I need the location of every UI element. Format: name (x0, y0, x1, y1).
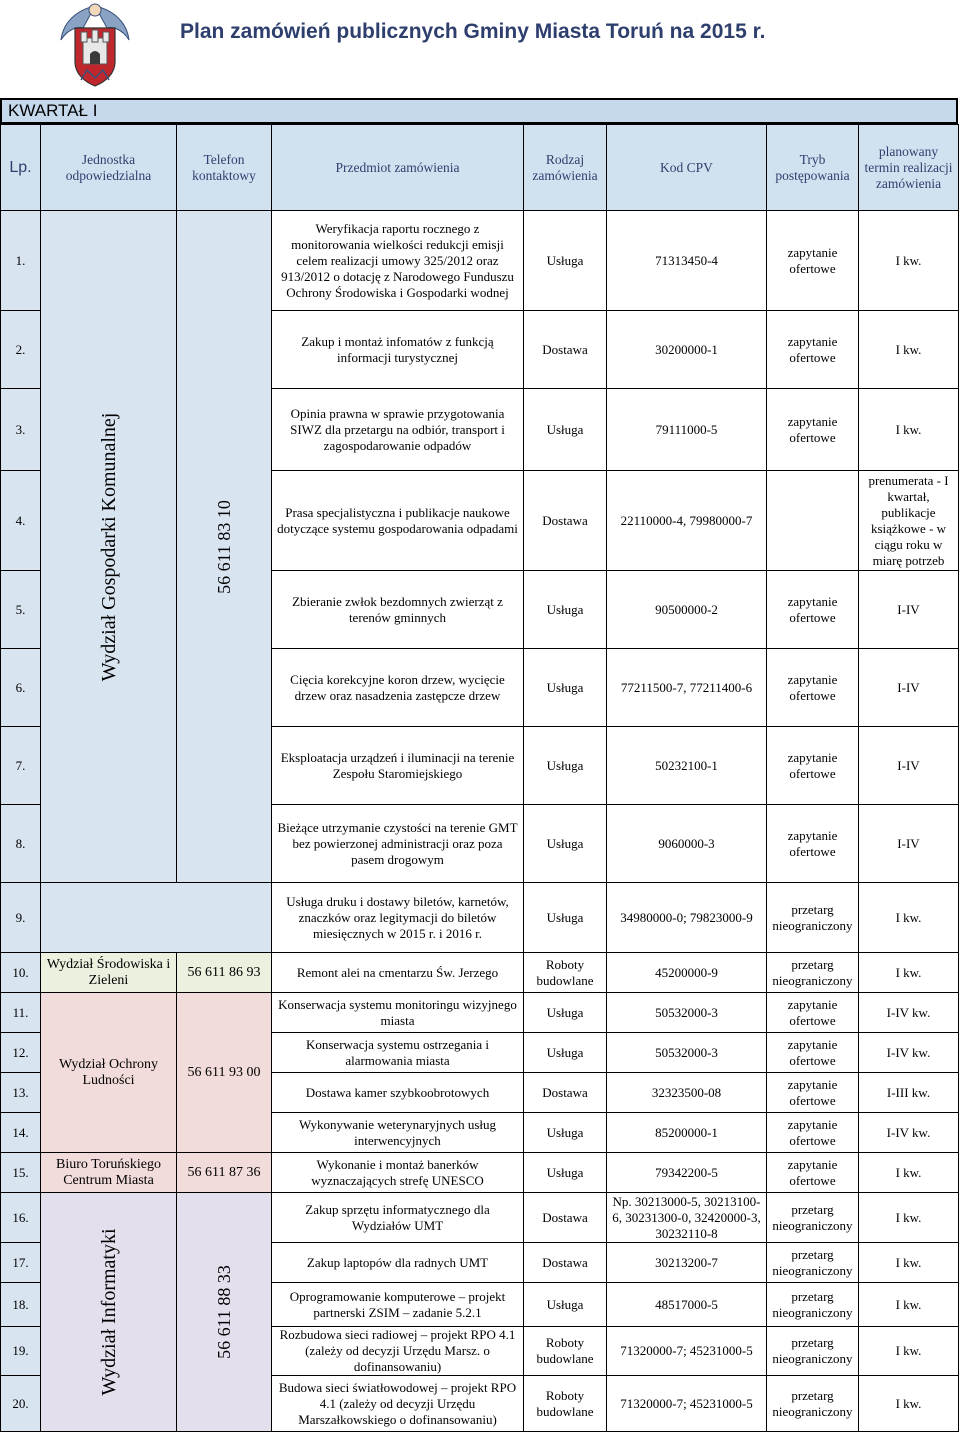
row-kind: Usługa (524, 649, 607, 727)
row-mode: przetarg nieograniczony (767, 1283, 859, 1327)
row-lp: 13. (1, 1073, 41, 1113)
row-mode (767, 471, 859, 571)
row-kind: Usługa (524, 1033, 607, 1073)
row-kind: Roboty budowlane (524, 1327, 607, 1376)
row-term: I kw. (859, 211, 959, 311)
row-lp: 4. (1, 471, 41, 571)
row-kind: Usługa (524, 883, 607, 953)
row-term: I-IV kw. (859, 1033, 959, 1073)
row-cpv: 50232100-1 (607, 727, 767, 805)
row-lp: 20. (1, 1376, 41, 1432)
row-subject: Opinia prawna w sprawie przygotowania SIWZ dla przetargu na odbiór, transport i zagospodarowanie odpadów (272, 389, 524, 471)
row-term: I kw. (859, 883, 959, 953)
row-kind: Dostawa (524, 1193, 607, 1243)
table-row (1, 953, 959, 993)
row-cpv: 30213200-7 (607, 1243, 767, 1283)
contact-phone-number: 56 611 83 10 (214, 499, 234, 594)
row-cpv: 77211500-7, 77211400-6 (607, 649, 767, 727)
row-lp: 19. (1, 1327, 41, 1376)
row-term: I-III kw. (859, 1073, 959, 1113)
row-cpv: 48517000-5 (607, 1283, 767, 1327)
responsible-unit-name: Wydział Informatyki (97, 1228, 120, 1396)
row-mode: zapytanie ofertowe (767, 211, 859, 311)
row-subject: Weryfikacja raportu rocznego z monitorowania wielkości redukcji emisji celem realizacji umowy 325/2012 oraz 913/2012 o dotację z Narodowego Funduszu Ochrony Środowiska i Gospodarki wodnej (272, 211, 524, 311)
row-kind: Usługa (524, 727, 607, 805)
row-subject: Usługa druku i dostawy biletów, karnetów, znaczków oraz legitymacji do biletów miesięcznych w 2015 r. i 2016 r. (272, 883, 524, 953)
row-kind: Usługa (524, 389, 607, 471)
row-term: I kw. (859, 1153, 959, 1193)
table-row (1, 211, 959, 311)
row-term: prenumerata - I kwartał, publikacje książkowe - w ciągu roku w miarę potrzeb (859, 471, 959, 571)
row-mode: zapytanie ofertowe (767, 1033, 859, 1073)
row-kind: Dostawa (524, 1073, 607, 1113)
table-row (1, 1153, 959, 1193)
row-kind: Roboty budowlane (524, 1376, 607, 1432)
column-header-term: planowany termin realizacji zamówienia (859, 125, 959, 211)
row-subject: Cięcia korekcyjne koron drzew, wycięcie drzew oraz nasadzenia zastępcze drzew (272, 649, 524, 727)
row-cpv: 30200000-1 (607, 311, 767, 389)
contact-phone: 56 611 86 93 (177, 953, 272, 993)
row-subject: Zakup laptopów dla radnych UMT (272, 1243, 524, 1283)
page-title: Plan zamówień publicznych Gminy Miasta Toruń na 2015 r. (180, 20, 766, 43)
row-lp: 14. (1, 1113, 41, 1153)
row-subject: Zakup i montaż infomatów z funkcją informacji turystycznej (272, 311, 524, 389)
row-term: I kw. (859, 1327, 959, 1376)
responsible-unit: Wydział Środowiska i Zieleni (41, 953, 177, 993)
row-mode: przetarg nieograniczony (767, 883, 859, 953)
row-lp: 1. (1, 211, 41, 311)
row-subject: Dostawa kamer szybkoobrotowych (272, 1073, 524, 1113)
row-term: I-IV (859, 649, 959, 727)
row-cpv: 90500000-2 (607, 571, 767, 649)
procurement-plan-table (0, 124, 959, 1432)
row-mode: zapytanie ofertowe (767, 571, 859, 649)
row-subject: Bieżące utrzymanie czystości na terenie GMT bez powierzonej administracji oraz poza pasem drogowym (272, 805, 524, 883)
row-lp: 2. (1, 311, 41, 389)
row-lp: 7. (1, 727, 41, 805)
row-subject: Zakup sprzętu informatycznego dla Wydziałów UMT (272, 1193, 524, 1243)
row-term: I kw. (859, 953, 959, 993)
row-subject: Wykonywanie weterynaryjnych usług interwencyjnych (272, 1113, 524, 1153)
torun-coat-of-arms-logo (57, 0, 133, 88)
contact-phone: 56 611 87 36 (177, 1153, 272, 1193)
column-header-lp: Lp. (1, 125, 41, 211)
table-row (1, 883, 959, 953)
row-kind: Roboty budowlane (524, 953, 607, 993)
row-term: I-IV kw. (859, 1113, 959, 1153)
row-cpv: 34980000-0; 79823000-9 (607, 883, 767, 953)
row-term: I-IV (859, 571, 959, 649)
row-cpv: 50532000-3 (607, 1033, 767, 1073)
column-header-phone: Telefon kontaktowy (177, 125, 272, 211)
column-header-subject: Przedmiot zamówienia (272, 125, 524, 211)
row-subject: Budowa sieci światłowodowej – projekt RPO 4.1 (zależy od decyzji Urzędu Marszałkowskiego o dofinansowaniu) (272, 1376, 524, 1432)
row-kind: Usługa (524, 1153, 607, 1193)
responsible-unit-name: Wydział Gospodarki Komunalnej (97, 412, 120, 681)
row-mode: przetarg nieograniczony (767, 1243, 859, 1283)
responsible-unit (41, 211, 177, 883)
page-header (0, 0, 960, 92)
row-term: I kw. (859, 1193, 959, 1243)
row-lp: 11. (1, 993, 41, 1033)
row-cpv: 85200000-1 (607, 1113, 767, 1153)
row-subject: Oprogramowanie komputerowe – projekt partnerski ZSIM – zadanie 5.2.1 (272, 1283, 524, 1327)
row-lp: 9. (1, 883, 41, 953)
row-subject: Wykonanie i montaż banerków wyznaczających strefę UNESCO (272, 1153, 524, 1193)
row-term: I kw. (859, 1243, 959, 1283)
contact-phone: 56 611 93 00 (177, 993, 272, 1153)
responsible-unit (41, 1193, 177, 1432)
row-kind: Dostawa (524, 471, 607, 571)
row-subject: Remont alei na cmentarzu Św. Jerzego (272, 953, 524, 993)
row-cpv: Np. 30213000-5, 30213100-6, 30231300-0, 32420000-3, 30232110-8 (607, 1193, 767, 1243)
row-subject: Rozbudowa sieci radiowej – projekt RPO 4.1 (zależy od decyzji Urzędu Marsz. o dofinansowaniu) (272, 1327, 524, 1376)
header-row (1, 125, 959, 211)
row-mode: zapytanie ofertowe (767, 1113, 859, 1153)
row-term: I kw. (859, 1376, 959, 1432)
row-term: I kw. (859, 311, 959, 389)
table-row (1, 993, 959, 1033)
row-kind: Usługa (524, 805, 607, 883)
row-mode: przetarg nieograniczony (767, 1376, 859, 1432)
row-term: I-IV kw. (859, 993, 959, 1033)
row-lp: 8. (1, 805, 41, 883)
row-subject: Konserwacja systemu monitoringu wizyjnego miasta (272, 993, 524, 1033)
row-kind: Usługa (524, 1113, 607, 1153)
contact-phone (177, 211, 272, 883)
row-mode: zapytanie ofertowe (767, 993, 859, 1033)
row-subject: Eksploatacja urządzeń i iluminacji na terenie Zespołu Staromiejskiego (272, 727, 524, 805)
row-term: I-IV (859, 727, 959, 805)
quarter-heading: KWARTAŁ I (0, 98, 958, 124)
row-mode: zapytanie ofertowe (767, 649, 859, 727)
row-cpv: 71320000-7; 45231000-5 (607, 1327, 767, 1376)
row-term: I kw. (859, 389, 959, 471)
row-subject: Zbieranie zwłok bezdomnych zwierząt z terenów gminnych (272, 571, 524, 649)
row-cpv: 9060000-3 (607, 805, 767, 883)
contact-phone-number: 56 611 88 33 (214, 1265, 234, 1359)
responsible-unit (41, 883, 272, 953)
row-cpv: 79111000-5 (607, 389, 767, 471)
row-mode: przetarg nieograniczony (767, 1327, 859, 1376)
row-kind: Usługa (524, 211, 607, 311)
row-kind: Dostawa (524, 311, 607, 389)
row-term: I kw. (859, 1283, 959, 1327)
row-lp: 15. (1, 1153, 41, 1193)
row-mode: zapytanie ofertowe (767, 389, 859, 471)
row-mode: zapytanie ofertowe (767, 311, 859, 389)
row-cpv: 22110000-4, 79980000-7 (607, 471, 767, 571)
row-cpv: 45200000-9 (607, 953, 767, 993)
row-subject: Konserwacja systemu ostrzegania i alarmowania miasta (272, 1033, 524, 1073)
row-lp: 5. (1, 571, 41, 649)
row-kind: Dostawa (524, 1243, 607, 1283)
contact-phone (177, 1193, 272, 1432)
row-mode: przetarg nieograniczony (767, 953, 859, 993)
row-kind: Usługa (524, 1283, 607, 1327)
row-cpv: 32323500-08 (607, 1073, 767, 1113)
row-cpv: 79342200-5 (607, 1153, 767, 1193)
row-cpv: 71320000-7; 45231000-5 (607, 1376, 767, 1432)
row-kind: Usługa (524, 571, 607, 649)
table-row (1, 1193, 959, 1243)
column-header-unit: Jednostka odpowiedzialna (41, 125, 177, 211)
row-lp: 16. (1, 1193, 41, 1243)
row-cpv: 71313450-4 (607, 211, 767, 311)
row-mode: zapytanie ofertowe (767, 805, 859, 883)
column-header-kind: Rodzaj zamówienia (524, 125, 607, 211)
row-mode: zapytanie ofertowe (767, 1153, 859, 1193)
row-cpv: 50532000-3 (607, 993, 767, 1033)
row-kind: Usługa (524, 993, 607, 1033)
responsible-unit: Wydział Ochrony Ludności (41, 993, 177, 1153)
responsible-unit: Biuro Toruńskiego Centrum Miasta (41, 1153, 177, 1193)
row-term: I-IV (859, 805, 959, 883)
column-header-mode: Tryb postępowania (767, 125, 859, 211)
column-header-cpv: Kod CPV (607, 125, 767, 211)
row-subject: Prasa specjalistyczna i publikacje naukowe dotyczące systemu gospodarowania odpadami (272, 471, 524, 571)
row-lp: 18. (1, 1283, 41, 1327)
row-lp: 12. (1, 1033, 41, 1073)
row-mode: przetarg nieograniczony (767, 1193, 859, 1243)
row-lp: 17. (1, 1243, 41, 1283)
row-lp: 6. (1, 649, 41, 727)
row-lp: 3. (1, 389, 41, 471)
row-lp: 10. (1, 953, 41, 993)
row-mode: zapytanie ofertowe (767, 727, 859, 805)
row-mode: zapytanie ofertowe (767, 1073, 859, 1113)
